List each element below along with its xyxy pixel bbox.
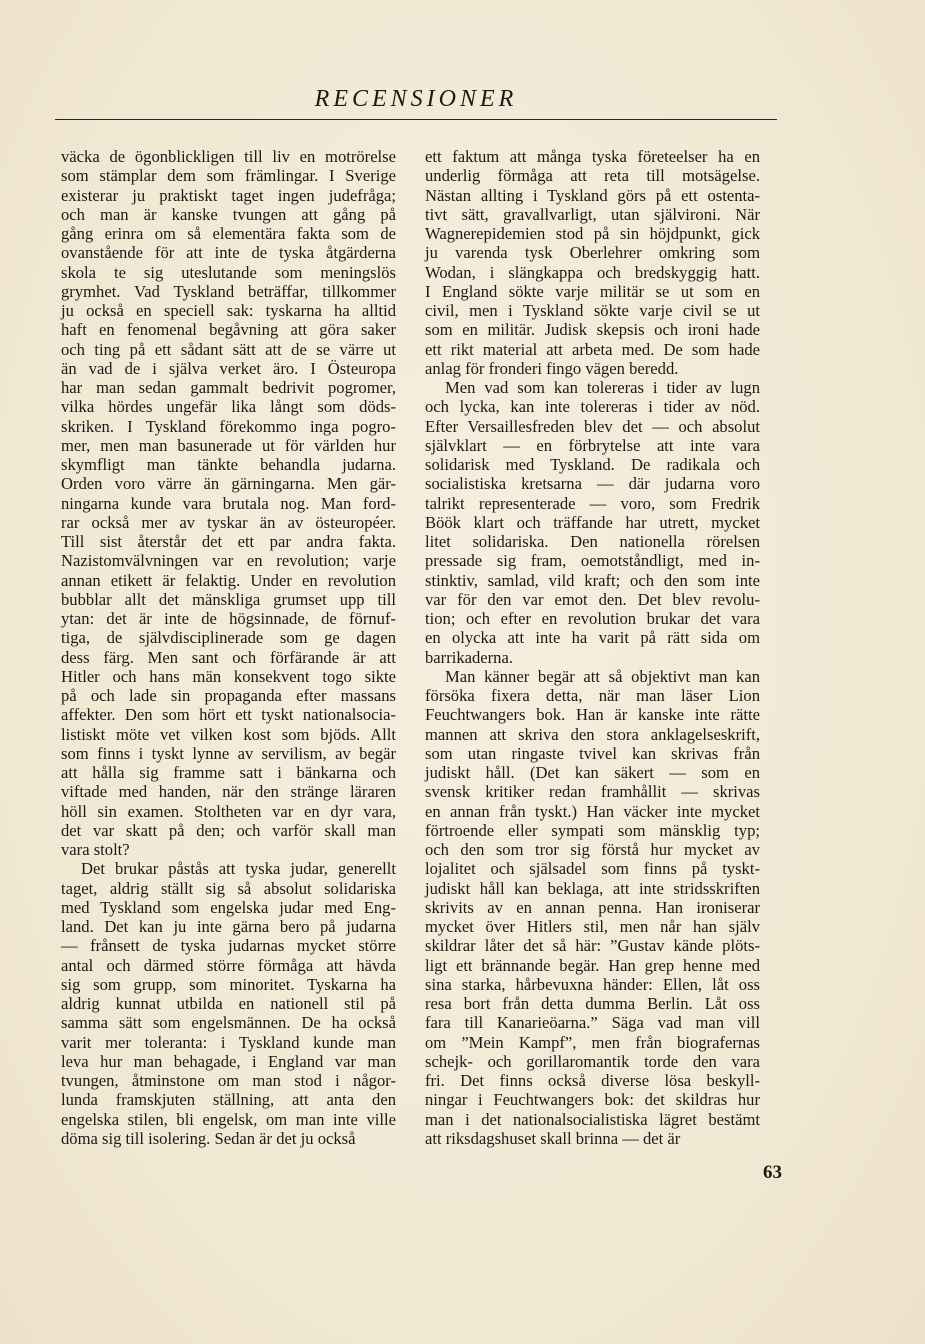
text-line: ligt ett brännande begär. Han grep henne med xyxy=(425,955,760,975)
text-line: och den som tror sig förstå hur mycket av xyxy=(425,840,760,859)
text-line: samma sätt som engelsmännen. De ha också xyxy=(61,1013,396,1033)
text-line: I England sökte varje militär se ut som en xyxy=(425,281,760,301)
text-line: döma sig till isolering. Sedan är det ju också xyxy=(61,1128,356,1148)
text-line: och man är kanske tvungen att gång på xyxy=(61,204,396,224)
text-line: som en militär. Judisk skepsis och ironi hade xyxy=(425,320,760,340)
text-line: mer, men man basunerade ut för världen hur xyxy=(61,435,396,455)
text-line: litet solidariska. Den nationella rörelsen xyxy=(425,532,760,551)
text-line: haft en fenomenal begåvning att göra saker xyxy=(61,320,396,340)
text-line: resa bort från detta dumma Berlin. Låt oss xyxy=(425,994,760,1013)
text-line: rar också mer av tyskar än av östeuropéer. xyxy=(61,512,396,532)
text-line: en annan från tyskt.) Han väcker inte mycket xyxy=(425,801,760,821)
text-line: att riksdagshuset skall brinna — det är xyxy=(425,1128,681,1148)
text-line: ytan: det är inte de högsinnade, de förnuf- xyxy=(61,609,396,628)
text-line: judiskt håll. (Det kan säkert — som en xyxy=(425,763,760,782)
text-line: tiga, de självdisciplinerade som ge dagen xyxy=(61,628,396,648)
text-line: leva hur man behagade, i England var man xyxy=(61,1051,396,1071)
text-line: och ting på ett sådant sätt att de se värre ut xyxy=(61,339,396,359)
text-line: mycket över Hitlers stil, men når han själv xyxy=(425,917,760,936)
text-line: dess färg. Men sant och förfärande är att xyxy=(61,647,396,667)
text-line: man i det nationalsocialistiska lägret bestämt xyxy=(425,1109,760,1129)
text-line: än vad de i själva verket äro. I Östeuropa xyxy=(61,358,396,378)
text-line: grymhet. Vad Tyskland beträffar, tillkommer xyxy=(61,281,396,301)
text-line: ju varenda tysk Oberlehrer omkring som xyxy=(425,243,760,263)
text-line: att hålla sig framme satt i bänkarna och xyxy=(61,763,396,782)
text-line: lunda framskjuten ställning, att anta den xyxy=(61,1090,396,1110)
header-rule xyxy=(55,119,777,120)
text-line: schejk- och gorillaromantik torde den vara xyxy=(425,1051,760,1071)
text-line: land. Det kan ju inte gärna bero på judarna xyxy=(61,917,396,936)
text-line: vilka hördes ungefär lika långt som döds- xyxy=(61,397,396,417)
text-line: höll sin examen. Stoltheten var en dyr vara, xyxy=(61,801,396,821)
text-line: skriken. I Tyskland förekommo inga pogro- xyxy=(61,416,396,436)
text-line: skymfligt man tänkte behandla judarna. xyxy=(61,455,396,474)
text-line: taget, aldrig ställt sig så absolut solidariska xyxy=(61,878,396,898)
text-line: självklart — en förbrytelse att inte vara xyxy=(425,435,760,455)
text-line: antal och därmed större förmåga att hävda xyxy=(61,955,396,975)
text-line: underlig förmåga att reta till motsägelse. xyxy=(425,166,760,186)
text-line: förtroende eller sympati som mänsklig typ; xyxy=(425,820,760,840)
text-line: varit mer toleranta: i Tyskland kunde man xyxy=(61,1032,396,1052)
text-line: skrivits av en annan penna. Han ironiserar xyxy=(425,897,760,917)
text-line: Till sist återstår det ett par andra fakta. xyxy=(61,532,396,551)
text-line: och lycka, kan inte tolereras i tider av nöd. xyxy=(425,397,760,417)
text-line: pressade sig fram, oemotståndligt, med in- xyxy=(425,551,760,571)
text-line: försöka fixera detta, när man läser Lion xyxy=(425,686,760,705)
text-line: Efter Versaillesfreden blev det — och absolut xyxy=(425,416,760,436)
text-line: som finns i tyskt lynne av servilism, av begär xyxy=(61,743,396,763)
text-line: tion; och efter en revolution brukar det vara xyxy=(425,609,760,628)
text-line: var för den var emot den. Det blev revolu- xyxy=(425,589,760,609)
text-line: bubblar allt det mänskliga grumset upp till xyxy=(61,589,396,609)
text-line: lojalitet och själsadel som finns på tyskt- xyxy=(425,859,760,879)
text-line: fara till Kanarieöarna.” Säga vad man vill xyxy=(425,1013,760,1033)
text-line: skildrar låter det så här: ”Gustav kände plöts- xyxy=(425,936,760,956)
text-line: det var skatt på den; och varför skall man xyxy=(61,820,396,840)
text-line: talrikt representerade — voro, som Fredrik xyxy=(425,493,760,513)
text-line: på och lade sin propaganda efter massans xyxy=(61,686,396,705)
text-line: aldrig kunnat utbilda en nationell stil på xyxy=(61,994,396,1013)
left-column xyxy=(61,147,396,1148)
text-line: ett faktum att många tyska företeelser ha en xyxy=(425,147,760,166)
text-line: Feuchtwangers bok. Han är kanske inte rätte xyxy=(425,705,760,725)
text-line: om ”Mein Kampf”, men från biografernas xyxy=(425,1032,760,1052)
text-line: ju också en speciell sak: tyskarna ha alltid xyxy=(61,301,396,320)
text-line: tvungen, åtminstone om man stod i någor- xyxy=(61,1071,396,1090)
text-line: affekter. Den som hört ett tyskt nationalsocia- xyxy=(61,705,396,725)
text-line: Wodan, i slängkappa och bredskyggig hatt. xyxy=(425,262,760,282)
text-line: Orden voro värre än gärningarna. Men gär- xyxy=(61,474,396,494)
text-line: Hitler och hans män konsekvent togo sikte xyxy=(61,666,396,686)
text-line: ovanstående för att inte de tyska åtgärderna xyxy=(61,243,396,263)
text-line: ningar i Feuchtwangers bok: det skildras hur xyxy=(425,1090,760,1110)
text-line: anlag för fronderi fingo vägen beredd. xyxy=(425,358,679,378)
text-line: som utan ringaste tvivel kan skrivas från xyxy=(425,743,760,763)
text-line: Nazistomvälvningen var en revolution; varje xyxy=(61,551,396,571)
text-line: engelska stilen, bli engelsk, om man inte ville xyxy=(61,1109,396,1129)
text-line: svensk kritiker redan framhållit — skrivas xyxy=(425,782,760,802)
text-line: väcka de ögonblickligen till liv en motrörelse xyxy=(61,147,396,166)
text-line: tivt sätt, gravallvarligt, utan självironi. När xyxy=(425,204,760,224)
text-line: viftade med handen, när den stränge läraren xyxy=(61,782,396,802)
text-line: sig som grupp, som minoritet. Tyskarna ha xyxy=(61,974,396,994)
text-line: gång erinra om så elementära fakta som de xyxy=(61,224,396,243)
text-line: har man sedan gammalt bedrivit pogromer, xyxy=(61,378,396,397)
text-line: sina starka, hårbevuxna händer: Ellen, låt oss xyxy=(425,974,760,994)
text-line: stinktiv, samlad, vild kraft; och den som inte xyxy=(425,570,760,590)
text-line: listiskt möte vet vilken kost som bjöds. Allt xyxy=(61,724,396,744)
text-line: barrikaderna. xyxy=(425,647,513,667)
text-line: ningarna kunde vara brutala nog. Man ford- xyxy=(61,493,396,513)
text-line: civil, men i Tyskland sökte varje civil se ut xyxy=(425,301,760,320)
text-line: ett rikt material att arbeta med. De som hade xyxy=(425,339,760,359)
text-line: existerar ju praktiskt taget ingen judefråga; xyxy=(61,185,396,205)
text-line: Det brukar påstås att tyska judar, generellt xyxy=(81,859,396,879)
text-line: — frånsett de tyska judarnas mycket större xyxy=(61,936,396,956)
text-line: annan etikett är felaktig. Under en revolution xyxy=(61,570,396,590)
text-line: som stämplar dem som främlingar. I Sverige xyxy=(61,166,396,186)
text-line: fri. Det finns också diverse lösa beskyll- xyxy=(425,1071,760,1090)
text-line: Böök klart och träffande har utrett, mycket xyxy=(425,512,760,532)
text-line: skola te sig uteslutande som meningslös xyxy=(61,262,396,282)
text-line: judiskt håll kan beklaga, att inte stridsskriften xyxy=(425,878,760,898)
text-line: solidarisk med Tyskland. De radikala och xyxy=(425,455,760,474)
text-line: med Tyskland som engelska judar med Eng- xyxy=(61,897,396,917)
right-column xyxy=(425,147,760,1148)
text-line: mannen att skriva den stora anklagelseskrift, xyxy=(425,724,760,744)
text-line: socialistiska kretsarna — där judarna voro xyxy=(425,474,760,494)
text-line: en olycka att inte ha varit på rätt sida om xyxy=(425,628,760,648)
text-line: Man känner begär att så objektivt man kan xyxy=(445,666,760,686)
text-line: Wagnerepidemien stod på sin höjdpunkt, gick xyxy=(425,224,760,243)
running-header: RECENSIONER xyxy=(314,86,518,112)
text-line: Men vad som kan tolereras i tider av lugn xyxy=(445,378,760,397)
text-line: vara stolt? xyxy=(61,840,130,859)
text-line: Nästan allting i Tyskland görs på ett ostenta- xyxy=(425,185,760,205)
page-number: 63 xyxy=(763,1162,782,1183)
